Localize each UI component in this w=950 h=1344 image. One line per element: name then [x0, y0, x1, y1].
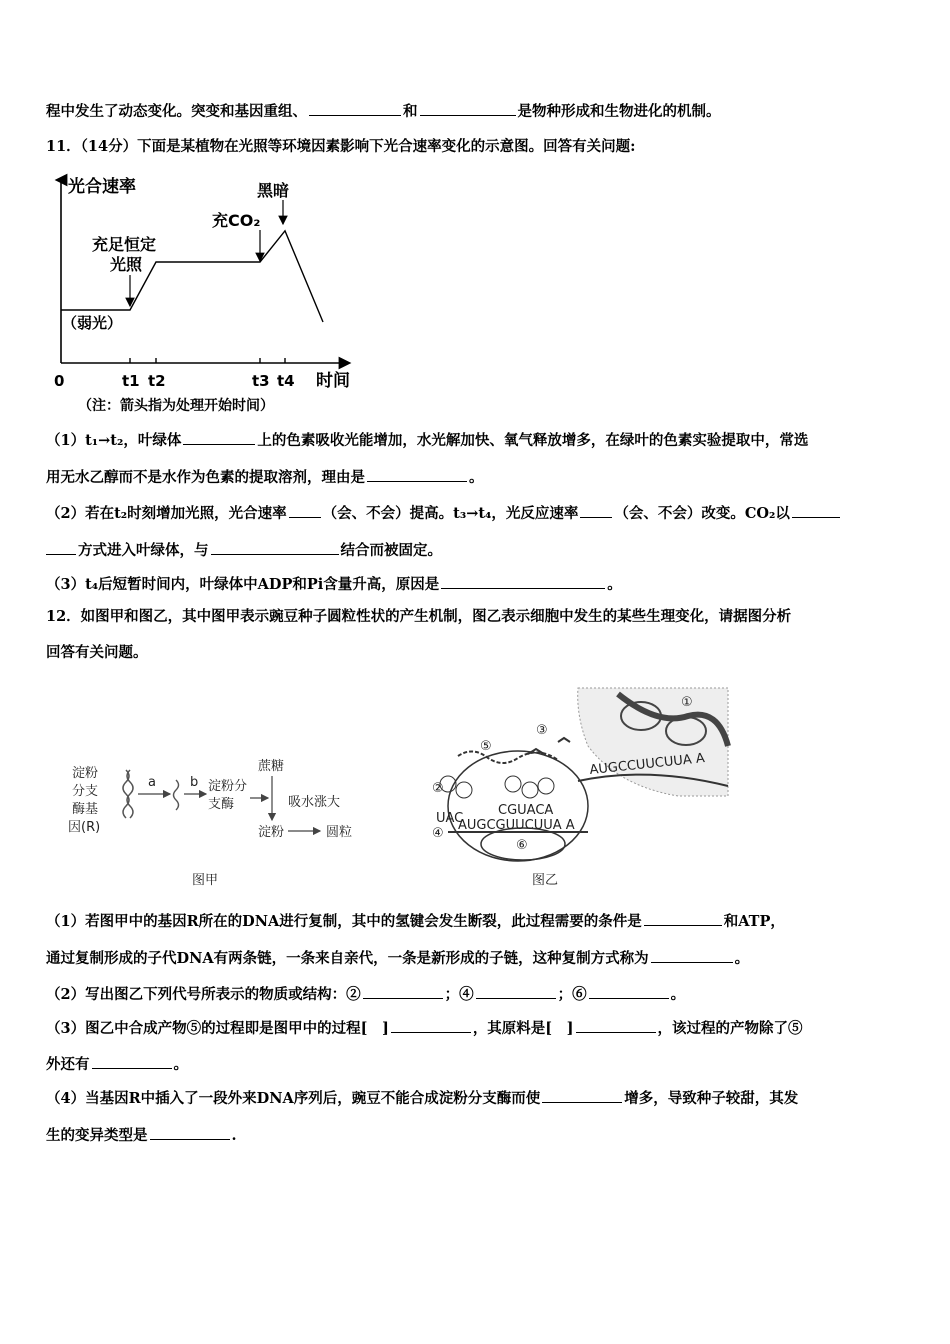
- answer-blank[interactable]: [644, 911, 722, 926]
- q11-part1-line2: [46, 467, 910, 488]
- q12-part1-line1: [46, 911, 910, 932]
- text: （2）若在t₂时刻增加光照，光合速率: [46, 505, 287, 522]
- text: （1）若图甲中的基因R所在的DNA进行复制，其中的氢键会发生断裂，此过程需要的条件是: [46, 913, 642, 930]
- answer-blank[interactable]: [441, 574, 605, 589]
- answer-blank[interactable]: [183, 430, 255, 445]
- photosynthesis-chart: [40, 170, 400, 420]
- marker-6: ⑥: [516, 838, 528, 853]
- answer-blank[interactable]: [363, 984, 443, 999]
- sucrose-label: 蔗糖: [258, 759, 285, 774]
- text: 结合而被固定。: [340, 542, 442, 559]
- answer-blank[interactable]: [420, 101, 516, 116]
- answer-blank[interactable]: [46, 540, 76, 555]
- answer-blank[interactable]: [367, 467, 467, 482]
- gene-label-4: 因(R): [68, 820, 101, 835]
- text: 。: [734, 950, 750, 967]
- chart-note: （注：箭头指为处理开始时间）: [78, 398, 274, 414]
- marker-1: ①: [681, 695, 693, 710]
- gene-label-1: 淀粉: [72, 766, 99, 781]
- text: 外还有: [46, 1056, 90, 1073]
- text: ；④: [444, 986, 474, 1003]
- label-a: a: [148, 775, 156, 790]
- q12-part3-line1: [46, 1018, 910, 1039]
- answer-blank[interactable]: [391, 1018, 471, 1033]
- figure-yi: [428, 686, 738, 896]
- text: （会、不会）提高。t₃→t₄，光反应速率: [322, 505, 579, 522]
- answer-blank[interactable]: [576, 1018, 656, 1033]
- answer-blank[interactable]: [542, 1088, 622, 1103]
- trna-icon: [456, 782, 472, 798]
- answer-blank[interactable]: [309, 101, 401, 116]
- text: 。: [670, 986, 686, 1003]
- text: 生的变异类型是: [46, 1127, 148, 1144]
- figure-jia-caption: 图甲: [192, 873, 219, 888]
- text: 。: [469, 469, 484, 486]
- dna-helix-icon: [127, 770, 133, 818]
- trna-icon: [505, 776, 521, 792]
- q12-part3-line2: [46, 1054, 910, 1075]
- figure-yi-caption: 图乙: [532, 873, 559, 888]
- round-label: 圆粒: [326, 825, 353, 840]
- text: ，其原料是[ ]: [472, 1020, 574, 1037]
- annotation-weak-light: （弱光）: [62, 314, 123, 332]
- text: 。: [173, 1056, 188, 1073]
- answer-blank[interactable]: [792, 503, 840, 518]
- x-tick-label-t4: t4: [277, 372, 295, 390]
- text: （1）t₁→t₂，叶绿体: [46, 432, 182, 449]
- anticodon-uac: UAC: [436, 811, 464, 826]
- q12-part4-line1: [46, 1088, 910, 1109]
- trna-icon: [538, 778, 554, 794]
- dna-helix-icon: [123, 770, 129, 818]
- marker-4: ④: [432, 826, 444, 841]
- starch-label: 淀粉: [258, 825, 285, 840]
- marker-5: ⑤: [480, 739, 492, 754]
- text: 方式进入叶绿体，与: [78, 542, 209, 559]
- absorb-label: 吸水涨大: [288, 795, 341, 810]
- answer-blank[interactable]: [150, 1125, 230, 1140]
- text: 用无水乙醇而不是水作为色素的提取溶剂，理由是: [46, 469, 365, 486]
- answer-blank[interactable]: [476, 984, 556, 999]
- figure-jia: [68, 750, 408, 895]
- text: 程中发生了动态变化。突变和基因重组、: [46, 103, 307, 120]
- label-b: b: [190, 775, 199, 790]
- enzyme-label-1: 淀粉分: [208, 779, 248, 794]
- q11-part2-line2: [46, 540, 910, 561]
- text: ；⑥: [557, 986, 587, 1003]
- x-tick-label-0: 0: [54, 372, 65, 390]
- annotation-dark: 黑暗: [257, 181, 290, 200]
- q12-part4-line2: [46, 1125, 910, 1146]
- text: 上的色素吸收光能增加，水光解加快、氧气释放增多，在绿叶的色素实验提取中，常选: [257, 432, 809, 449]
- trna-icon: [522, 782, 538, 798]
- marker-2: ②: [432, 781, 444, 796]
- text: （2）写出图乙下列代号所表示的物质或结构：②: [46, 986, 361, 1003]
- text: 和ATP，: [723, 913, 785, 930]
- q12-part1-line2: [46, 948, 910, 969]
- text: （3）图乙中合成产物⑤的过程即是图甲中的过程[ ]: [46, 1020, 389, 1037]
- text: ，该过程的产物除了⑤: [657, 1020, 803, 1037]
- x-tick-label-t3: t3: [252, 372, 270, 390]
- polypeptide-chain: [458, 751, 558, 763]
- q11-part3: [46, 574, 910, 595]
- mrna-bottom-sequence: AUGCGUUCUUA A: [458, 818, 575, 833]
- text-line-top: [46, 101, 910, 122]
- text: 和: [403, 103, 418, 120]
- answer-blank[interactable]: [289, 503, 321, 518]
- anticodon-sequence: CGUACA: [498, 803, 554, 818]
- mrna-icon: [174, 780, 179, 810]
- answer-blank[interactable]: [651, 948, 733, 963]
- answer-blank[interactable]: [580, 503, 612, 518]
- x-tick-label-t2: t2: [148, 372, 166, 390]
- mrna-sequence: AUGCCUUCUUA A: [588, 750, 706, 778]
- marker-3: ③: [536, 723, 548, 738]
- gene-label-2: 分支: [72, 784, 99, 799]
- gene-label-3: 酶基: [72, 802, 99, 817]
- q11-part2-line1: [46, 503, 910, 524]
- annotation-co2: 充CO₂: [212, 211, 261, 230]
- annotation-light-2: 光照: [110, 255, 143, 274]
- question-12-header-2: 回答有关问题。: [46, 644, 148, 661]
- answer-blank[interactable]: [589, 984, 669, 999]
- question-11-header: 11．（14分）下面是某植物在光照等环境因素影响下光合速率变化的示意图。回答有关问题:: [46, 138, 636, 155]
- text: （会、不会）改变。CO₂以: [614, 505, 790, 522]
- annotation-light-1: 充足恒定: [92, 235, 157, 254]
- question-12-header-1: 12．如图甲和图乙，其中图甲表示豌豆种子圆粒性状的产生机制，图乙表示细胞中发生的某些生理变化，请据图分析: [46, 608, 792, 625]
- text: 。: [607, 576, 622, 593]
- enzyme-label-2: 支酶: [208, 797, 235, 812]
- x-axis-label: 时间: [316, 371, 350, 391]
- y-axis-label: 光合速率: [68, 177, 136, 197]
- q12-part2: [46, 984, 910, 1005]
- answer-blank[interactable]: [92, 1054, 172, 1069]
- text: 增多，导致种子较甜，其发: [624, 1090, 799, 1107]
- text: .: [231, 1127, 237, 1144]
- text: （4）当基因R中插入了一段外来DNA序列后，豌豆不能合成淀粉分支酶而使: [46, 1090, 541, 1107]
- q11-part1-line1: [46, 430, 910, 451]
- text: （3）t₄后短暂时间内，叶绿体中ADP和Pi含量升高，原因是: [46, 576, 440, 593]
- text: 是物种形成和生物进化的机制。: [517, 103, 721, 120]
- answer-blank[interactable]: [211, 540, 339, 555]
- text: 通过复制形成的子代DNA有两条链，一条来自亲代，一条是新形成的子链，这种复制方式称为: [46, 950, 649, 967]
- x-tick-label-t1: t1: [122, 372, 140, 390]
